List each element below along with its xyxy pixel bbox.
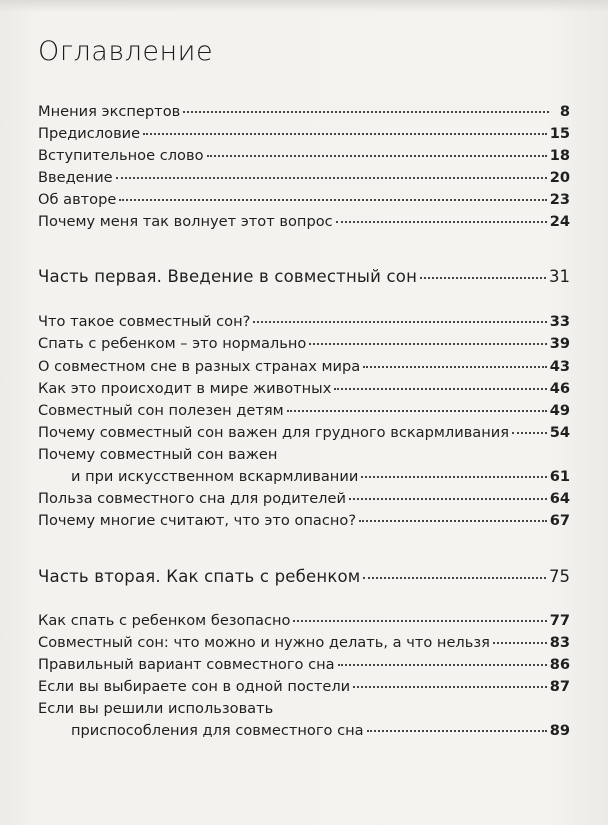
- toc-entry-page: 15: [549, 125, 570, 142]
- toc-entry-page: 49: [549, 402, 570, 419]
- toc-entry-page: 86: [549, 656, 570, 673]
- toc-entry-label: Польза совместного сна для родителей: [38, 490, 346, 507]
- toc-entry-page: 39: [549, 335, 570, 352]
- toc-entry: [38, 424, 570, 442]
- toc-entry: [38, 103, 570, 121]
- toc-entry-page: 67: [549, 512, 570, 529]
- part-heading: [38, 268, 570, 286]
- toc-entry-label: Почему многие считают, что это опасно?: [38, 512, 357, 529]
- dot-leader: [363, 366, 546, 368]
- part-heading-label: Часть вторая. Как спать с ребенком: [38, 567, 361, 586]
- part-heading-page: 31: [549, 267, 570, 286]
- toc-entry-page: 24: [549, 213, 570, 230]
- toc-entry: [38, 634, 570, 652]
- toc-entry: [38, 335, 570, 353]
- toc-entry-page: 61: [549, 468, 570, 485]
- page-top-shadow: [0, 0, 608, 12]
- toc-entry: [38, 358, 570, 376]
- dot-leader: [183, 111, 549, 113]
- toc-entry: [38, 191, 570, 209]
- dot-leader: [287, 410, 547, 412]
- dot-leader: [309, 343, 546, 345]
- dot-leader: [493, 642, 547, 644]
- toc-entry-label: Что такое совместный сон?: [38, 313, 251, 330]
- toc-entry-label-line1: Если вы решили использовать: [38, 700, 274, 717]
- dot-leader: [349, 498, 547, 500]
- dot-leader: [207, 155, 547, 157]
- toc-entry: [38, 678, 570, 696]
- toc-entry-label: Как это происходит в мире животных: [38, 380, 332, 397]
- dot-leader: [293, 620, 546, 622]
- toc-entry-label: Если вы выбираете сон в одной постели: [38, 678, 351, 695]
- toc-entry: [38, 313, 570, 331]
- toc-entry: [38, 612, 570, 630]
- toc-entry: [38, 656, 570, 674]
- toc-entry: [38, 490, 570, 508]
- toc-entry: [38, 213, 570, 231]
- toc-entry: [38, 380, 570, 398]
- dot-leader: [119, 199, 546, 201]
- toc-entry-page: 33: [549, 313, 570, 330]
- toc-entry-label-line2: приспособления для совместного сна: [71, 722, 364, 739]
- part-heading: [38, 568, 570, 586]
- toc-entry-label-line2: и при искусственном вскармливании: [71, 468, 359, 485]
- toc-entry: [71, 468, 570, 486]
- toc-entry-label: Вступительное слово: [38, 147, 204, 164]
- toc-entry-page: 20: [549, 169, 570, 186]
- toc-entry-label: Совместный сон полезен детям: [38, 402, 284, 419]
- toc-entry-page: 64: [549, 490, 570, 507]
- toc-entry-page: 8: [559, 103, 570, 120]
- toc-entry-label: Об авторе: [38, 191, 117, 208]
- toc-entry-label: Почему совместный сон важен для грудного вскармливания: [38, 424, 510, 441]
- toc-entry: [71, 722, 570, 740]
- toc-entry: [38, 512, 570, 530]
- toc-entry: [38, 147, 570, 165]
- dot-leader: [334, 388, 546, 390]
- toc-entry-page: 54: [549, 424, 570, 441]
- dot-leader: [143, 133, 547, 135]
- toc-entry-page: 18: [549, 147, 570, 164]
- toc-entry-page: 87: [549, 678, 570, 695]
- dot-leader: [116, 177, 547, 179]
- toc-entry-label: Правильный вариант совместного сна: [38, 656, 335, 673]
- toc-entry-page: 83: [549, 634, 570, 651]
- dot-leader: [359, 520, 547, 522]
- dot-leader: [338, 664, 547, 666]
- toc-entry-page: 43: [549, 358, 570, 375]
- toc-entry-label: О совместном сне в разных странах мира: [38, 358, 361, 375]
- toc-entry: [38, 169, 570, 187]
- dot-leader: [420, 277, 546, 279]
- dot-leader: [363, 577, 546, 579]
- part-heading-page: 75: [549, 567, 570, 586]
- toc-entry: [38, 125, 570, 143]
- toc-entry-label: Совместный сон: что можно и нужно делать, а что нельзя: [38, 634, 490, 651]
- toc-entry-page: 77: [549, 612, 570, 629]
- dot-leader: [367, 730, 547, 732]
- toc-entry-label: Как спать с ребенком безопасно: [38, 612, 291, 629]
- toc-entry-page: 23: [549, 191, 570, 208]
- dot-leader: [353, 686, 547, 688]
- dot-leader: [512, 432, 547, 434]
- toc-entry-page: 89: [549, 722, 570, 739]
- dot-leader: [253, 321, 546, 323]
- toc-entry-label: Предисловие: [38, 125, 141, 142]
- toc-entry-label: Спать с ребенком – это нормально: [38, 335, 307, 352]
- dot-leader: [361, 476, 546, 478]
- toc-title: Оглавление: [38, 36, 214, 67]
- part-heading-label: Часть первая. Введение в совместный сон: [38, 267, 418, 286]
- dot-leader: [336, 221, 547, 223]
- toc-entry-label: Почему меня так волнует этот вопрос: [38, 213, 333, 230]
- toc-entry-page: 46: [549, 380, 570, 397]
- toc-entry-label-line1: Почему совместный сон важен: [38, 446, 278, 463]
- toc-entry-label: Введение: [38, 169, 113, 186]
- toc-entry-label: Мнения экспертов: [38, 103, 181, 120]
- toc-entry: [38, 402, 570, 420]
